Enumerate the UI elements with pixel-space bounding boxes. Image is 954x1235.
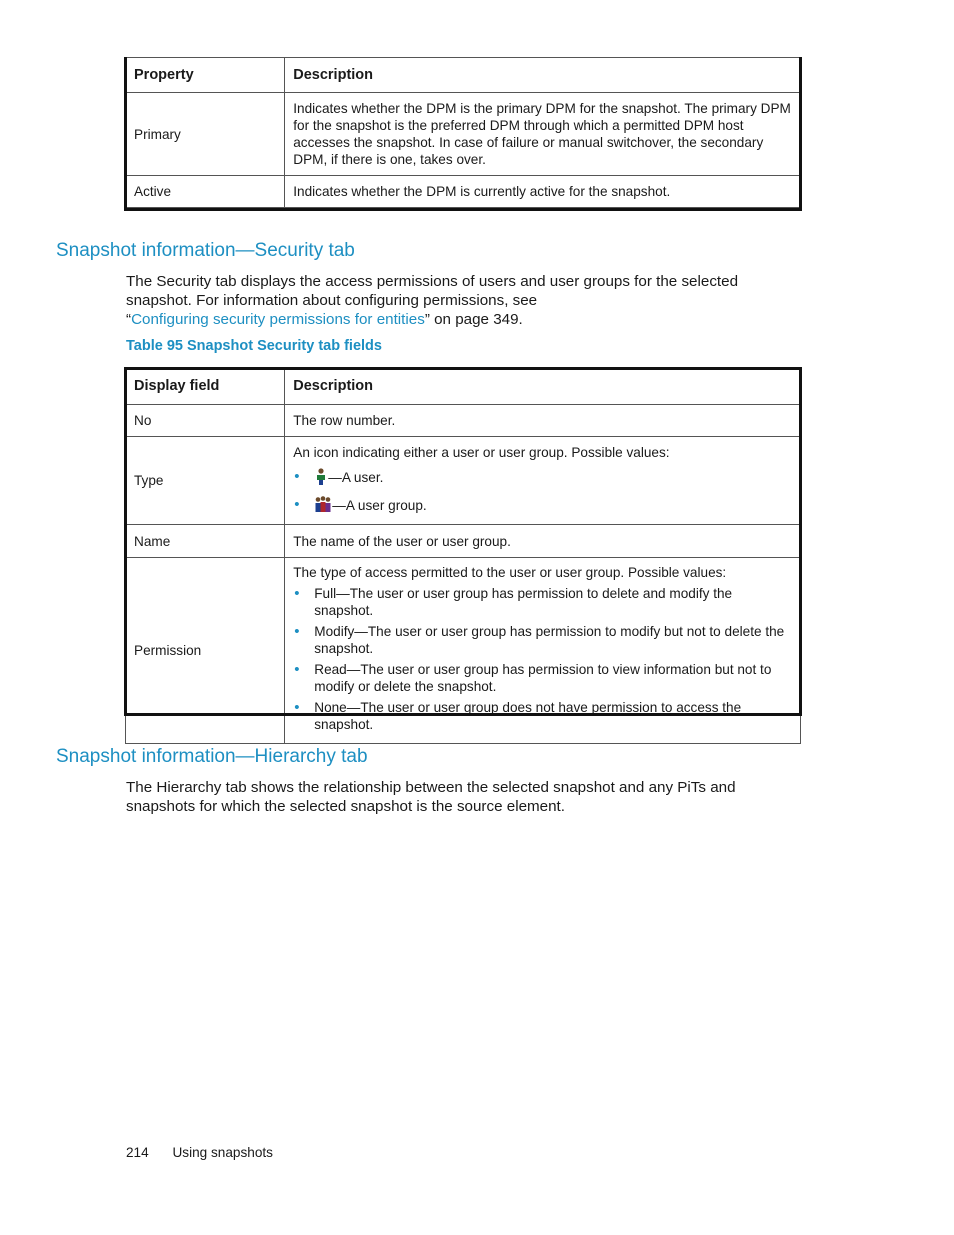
page-number: 214 (126, 1145, 149, 1160)
security-paragraph (126, 272, 806, 329)
permission-full: Full—The user or user group has permission to delete and modify the snapshot. (314, 586, 733, 618)
list-item (293, 661, 792, 695)
cell-field: Name (126, 525, 285, 558)
user-group-icon (314, 496, 332, 517)
cell-description (285, 558, 801, 744)
security-fields-table (125, 368, 801, 744)
page-footer (126, 1145, 273, 1160)
permission-values-list (293, 585, 792, 733)
security-paragraph-text: The Security tab displays the access permissions of users and user groups for the selected snapshot. For information about configuring permissions, see (126, 273, 739, 309)
cell-property: Active (126, 176, 285, 208)
header-description: Description (285, 369, 801, 405)
bullet: • (294, 623, 300, 640)
type-values-list (293, 468, 792, 517)
user-value-text: —A user. (328, 470, 384, 485)
list-item (293, 585, 792, 619)
table-header-row (126, 369, 801, 405)
permission-modify: Modify—The user or user group has permission to modify but not to delete the snapshot. (314, 624, 785, 656)
section-heading-security: Snapshot information—Security tab (56, 240, 355, 261)
bullet: • (294, 496, 300, 513)
table-row (126, 93, 801, 176)
cell-description: Indicates whether the DPM is the primary DPM for the snapshot. The primary DPM for the snapshot is the preferred DPM through which a permitted DPM host accesses the snapshot. In case of failure or manual switchover, the secondary DPM, if there is one, takes over. (285, 93, 801, 176)
footer-section-title: Using snapshots (172, 1145, 273, 1160)
cell-property: Primary (126, 93, 285, 176)
header-property: Property (126, 58, 285, 93)
property-table (125, 57, 801, 208)
hierarchy-paragraph: The Hierarchy tab shows the relationship between the selected snapshot and any PiTs and snapshots for which the selected snapshot is the source element. (126, 779, 736, 815)
bullet: • (294, 585, 300, 602)
list-item (293, 623, 792, 657)
table-row (126, 176, 801, 208)
list-item (293, 496, 792, 517)
user-icon (314, 468, 328, 489)
table-caption: Table 95 Snapshot Security tab fields (126, 338, 382, 354)
table-row (126, 558, 801, 744)
configuring-permissions-link[interactable]: Configuring security permissions for entities (131, 311, 425, 328)
cell-field: Type (126, 437, 285, 525)
user-group-value-text: —A user group. (332, 498, 427, 513)
cell-description: Indicates whether the DPM is currently active for the snapshot. (285, 176, 801, 208)
table-header-row (126, 58, 801, 93)
cell-description (285, 437, 801, 525)
type-intro: An icon indicating either a user or user group. Possible values: (293, 445, 670, 460)
bullet: • (294, 699, 300, 716)
cell-description: The name of the user or user group. (285, 525, 801, 558)
cell-field: Permission (126, 558, 285, 744)
page-reference: ” on page 349. (424, 311, 523, 328)
permission-intro: The type of access permitted to the user or user group. Possible values: (293, 565, 727, 580)
cell-field: No (126, 405, 285, 437)
cell-description: The row number. (285, 405, 801, 437)
bullet: • (294, 468, 300, 485)
quote-open: “ (126, 311, 132, 328)
table-row (126, 525, 801, 558)
bullet: • (294, 661, 300, 678)
list-item (293, 699, 792, 733)
list-item (293, 468, 792, 489)
permission-read: Read—The user or user group has permission to view information but not to modify or delete the snapshot. (314, 662, 772, 694)
header-description: Description (285, 58, 801, 93)
header-display-field: Display field (126, 369, 285, 405)
table-row (126, 405, 801, 437)
table-row (126, 437, 801, 525)
section-heading-hierarchy: Snapshot information—Hierarchy tab (56, 746, 368, 767)
permission-none: None—The user or user group does not have permission to access the snapshot. (314, 700, 742, 732)
